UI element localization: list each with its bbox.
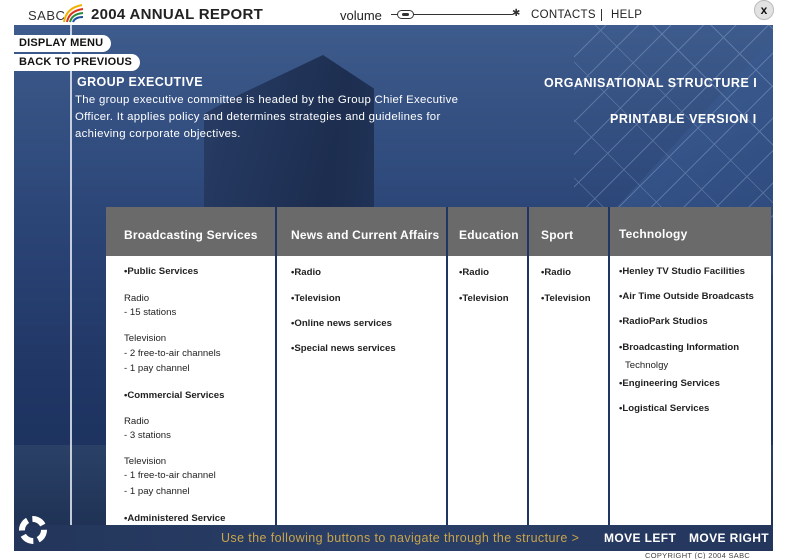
move-right-button[interactable]: MOVE RIGHT <box>689 531 770 545</box>
list-item: • Administered Service <box>124 513 275 524</box>
list-item: - 15 stations <box>124 307 177 318</box>
list-item: • Air Time Outside Broadcasts <box>619 291 771 302</box>
list-item: • Public Services <box>124 266 275 277</box>
column-technology <box>610 207 771 525</box>
help-link[interactable]: HELP <box>611 9 643 21</box>
column-news-and-current-affairs <box>277 207 448 525</box>
column-heading: Broadcasting Services <box>106 207 275 256</box>
list-item: Radio <box>124 416 150 427</box>
column-heading: Sport <box>529 207 608 256</box>
move-left-button[interactable]: MOVE LEFT <box>604 531 677 545</box>
list-item: - 1 pay channel <box>124 486 190 497</box>
sabc-logo-icon <box>62 2 88 24</box>
volume-max-icon: ✱ <box>512 8 521 19</box>
volume-slider-handle[interactable] <box>397 10 414 19</box>
help-lifebuoy-icon[interactable] <box>19 516 47 544</box>
list-item: - 1 free-to-air channel <box>124 470 216 481</box>
column-heading: Technology <box>610 207 771 256</box>
copyright-notice: COPYRIGHT (C) 2004 SABC <box>645 551 751 559</box>
list-item: • Radio <box>291 267 446 278</box>
column-broadcasting-services <box>106 207 277 525</box>
list-item: • Engineering Services <box>619 378 771 389</box>
list-item: - 1 pay channel <box>124 363 190 374</box>
top-bar <box>0 0 785 26</box>
list-item: • Television <box>459 293 527 304</box>
top-divider <box>601 9 602 21</box>
list-item: • Henley TV Studio Facilities <box>619 266 771 277</box>
list-item: • Radio <box>541 267 608 278</box>
list-item: • Commercial Services <box>124 390 275 401</box>
list-item: Radio <box>124 293 150 304</box>
printable-version-link[interactable]: PRINTABLE VERSION I <box>610 112 757 126</box>
vertical-divider <box>70 25 72 525</box>
list-item: - 3 stations <box>124 430 171 441</box>
back-to-previous-button[interactable]: BACK TO PREVIOUS <box>14 54 140 71</box>
list-item: • Television <box>291 293 446 304</box>
close-button[interactable]: x <box>754 0 774 20</box>
list-item: Technolgy <box>625 360 669 371</box>
column-sport <box>529 207 610 525</box>
list-item: - 2 free-to-air channels <box>124 348 221 359</box>
report-title: 2004 ANNUAL REPORT <box>91 6 264 23</box>
list-item: • Television <box>541 293 608 304</box>
list-item: • Radio <box>459 267 527 278</box>
column-education <box>448 207 529 525</box>
list-item: • Special news services <box>291 343 446 354</box>
list-item: • Broadcasting Information <box>619 342 771 353</box>
structure-table <box>106 207 771 525</box>
volume-label: volume <box>340 8 382 23</box>
column-heading: News and Current Affairs <box>277 207 446 256</box>
list-item: Television <box>124 333 167 344</box>
organisational-structure-link[interactable]: ORGANISATIONAL STRUCTURE I <box>544 76 758 90</box>
list-item: • Online news services <box>291 318 446 329</box>
contacts-link[interactable]: CONTACTS <box>531 9 596 21</box>
list-item: Television <box>124 456 167 467</box>
background-glass-grid <box>574 25 773 235</box>
section-description: The group executive committee is headed by the Group Chief Executive Officer. It applies policy and determines strategies and guidelines for achieving corporate objectives. <box>75 94 459 140</box>
section-title: GROUP EXECUTIVE <box>77 75 203 89</box>
list-item: • Logistical Services <box>619 403 771 414</box>
list-item: • RadioPark Studios <box>619 316 771 327</box>
display-menu-button[interactable]: DISPLAY MENU <box>14 35 111 52</box>
navigation-hint: Use the following buttons to navigate through the structure > <box>221 531 580 545</box>
sabc-logo[interactable]: SABC <box>28 8 66 23</box>
column-heading: Education <box>448 207 527 256</box>
